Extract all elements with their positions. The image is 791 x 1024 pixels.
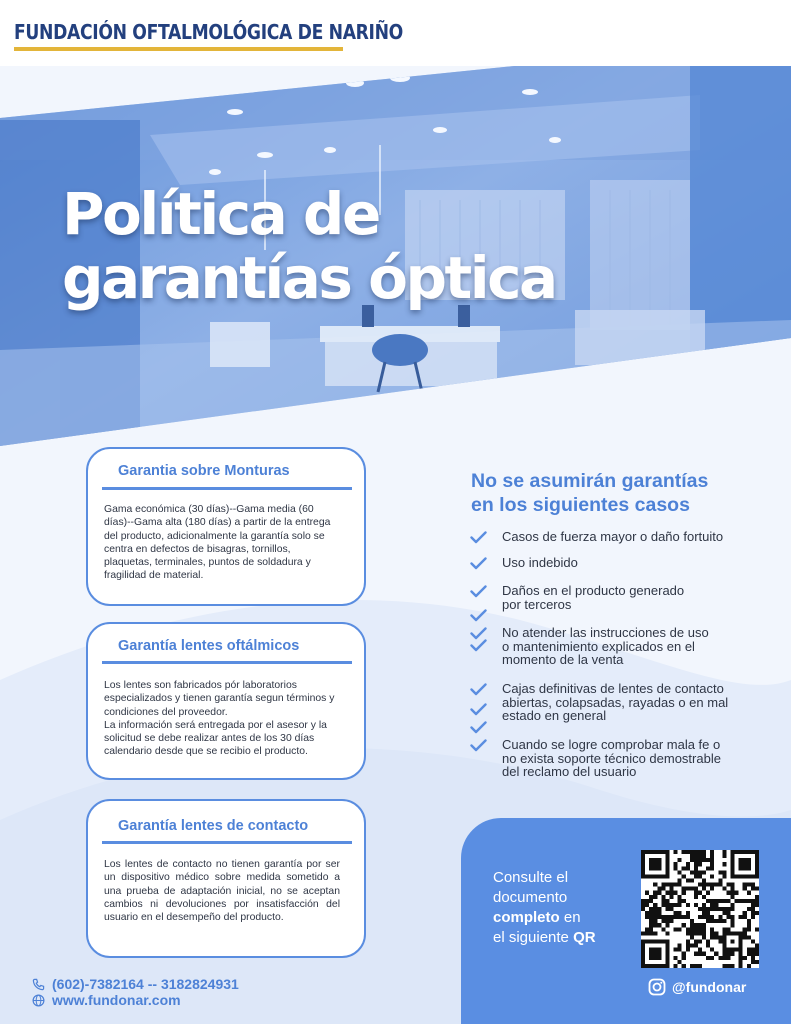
exclusion-item-text: o mantenimiento explicados en el	[502, 638, 695, 654]
card-lentes-contacto-title: Garantía lentes de contacto	[118, 818, 309, 834]
phone-icon	[32, 978, 45, 991]
exclusion-item-text: Uso indebido	[502, 555, 578, 570]
exclusion-item-text: no exista soporte técnico demostrable	[502, 750, 721, 766]
card-lentes-contacto	[86, 799, 366, 958]
exclusions-title-line1: No se asumirán garantías	[471, 470, 709, 492]
check-icon	[470, 585, 487, 598]
org-name: FUNDACIÓN OFTALMOLÓGICA DE NARIÑO	[14, 20, 403, 44]
card-lentes-contacto-body: Los lentes de contacto no tienen garantía por ser un dispositivo médico sobre medida sometido a una prueba de adaptación inicial, no se aceptan cambios ni devoluciones por insatisfacción del usuario en el desempeño del producto.	[104, 859, 340, 924]
hero-title-line1: Política de	[62, 180, 379, 248]
check-icon	[470, 703, 487, 716]
qr-text-bold-qr: QR	[573, 929, 596, 946]
card-monturas-rule	[102, 487, 352, 490]
qr-text-en: en	[559, 909, 581, 926]
exclusion-item-text: Daños en el producto generado	[502, 583, 685, 598]
exclusion-item-text: Cuando se logre comprobar mala fe o	[502, 737, 721, 752]
qr-text-line1: Consulte el	[493, 869, 569, 886]
qr-text-line4	[493, 928, 596, 948]
check-icon	[470, 739, 487, 752]
phone-number: (602)-7382164 -- 3182824931	[52, 976, 239, 992]
qr-code[interactable]	[641, 850, 759, 968]
exclusion-item-text: abiertas, colapsadas, rayadas o en mal	[502, 694, 729, 710]
qr-text-bold-completo: completo	[493, 909, 560, 926]
qr-panel	[461, 818, 791, 1024]
card-monturas	[86, 447, 366, 606]
card-lentes-oftalmicos-body-p2: La información será entregada por el asesor y la solicitud se debe realizar antes de los 30 días calendario desde que se recibio el producto.	[104, 719, 327, 758]
website-link: www.fundonar.com	[52, 992, 181, 1008]
exclusion-item-text: Cajas definitivas de lentes de contacto	[502, 681, 724, 696]
card-lentes-oftalmicos	[86, 622, 366, 780]
exclusion-item-text: No atender las instrucciones de uso	[502, 625, 709, 640]
check-icon	[470, 639, 487, 652]
card-lentes-oftalmicos-body	[104, 679, 340, 759]
exclusion-item-text: del reclamo del usuario	[502, 764, 637, 779]
instagram-icon	[648, 978, 666, 996]
globe-icon	[32, 994, 45, 1007]
check-icon	[470, 557, 487, 570]
exclusion-item-text: estado en general	[502, 708, 607, 723]
check-icon	[470, 531, 487, 544]
qr-call-to-action	[493, 868, 596, 948]
exclusions-title-line2: en los siguientes casos	[471, 494, 690, 516]
qr-text-line2: documento	[493, 889, 568, 906]
exclusion-item-text: momento de la venta	[502, 652, 624, 667]
exclusion-item-text: Casos de fuerza mayor o daño fortuito	[502, 529, 724, 544]
card-lentes-oftalmicos-title: Garantía lentes oftálmicos	[118, 638, 300, 654]
card-lentes-contacto-rule	[102, 841, 352, 844]
qr-text-line3	[493, 908, 596, 928]
card-lentes-oftalmicos-body-p1: Los lentes son fabricados pór laboratorios especializados y tienen garantía segun términos y condiciones del proveedor.	[104, 680, 335, 718]
hero-title	[62, 182, 556, 310]
exclusions-title	[471, 469, 708, 517]
check-icon	[470, 609, 487, 622]
qr-text-siguiente: el siguiente	[493, 929, 574, 946]
card-monturas-body: Gama económica (30 días)--Gama media (60 días)--Gama alta (180 días) a partir de la entrega del producto, adicionalmente la garantía solo se centra en defectos de bisagras, tornillos, plaquetas, terminales, puntos de soldadura y fragilidad de material.	[104, 504, 331, 582]
card-monturas-title: Garantia sobre Monturas	[118, 463, 290, 479]
check-icon	[470, 683, 487, 696]
org-underline	[14, 47, 343, 51]
card-lentes-oftalmicos-rule	[102, 661, 352, 664]
hero-title-line2: garantías óptica	[62, 244, 556, 312]
exclusion-item-text: por terceros	[502, 596, 572, 612]
instagram-handle: @fundonar	[672, 979, 747, 995]
check-icon	[470, 721, 487, 734]
